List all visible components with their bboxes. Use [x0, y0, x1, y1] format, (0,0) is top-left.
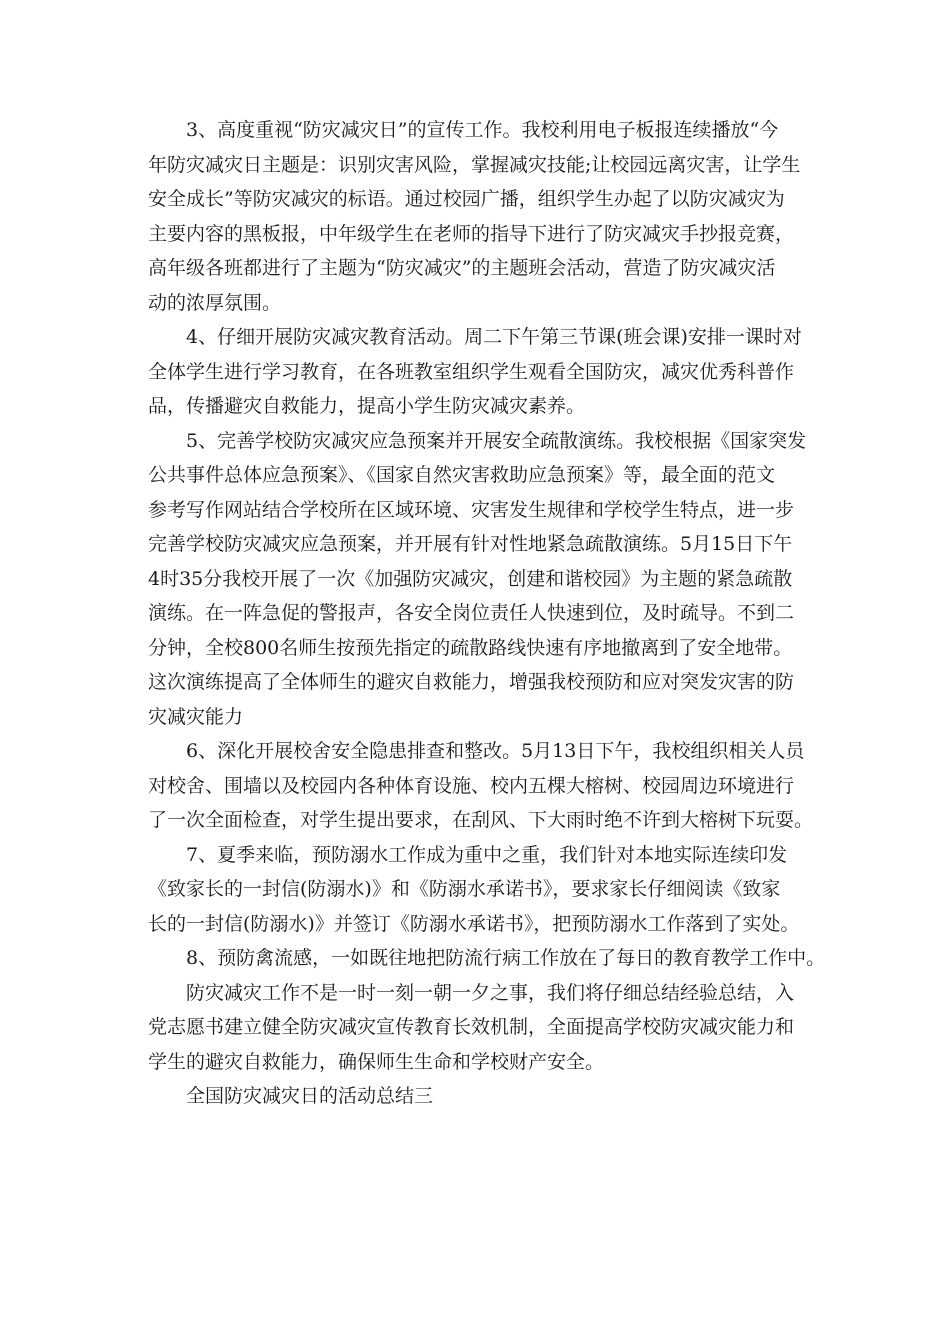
paragraph-line: 了一次全面检查，对学生提出要求，在刮风、下大雨时绝不许到大榕树下玩耍。 — [148, 809, 814, 831]
paragraph-first-line: 全国防灾减灾日的活动总结三 — [186, 1085, 434, 1107]
document-body — [148, 113, 828, 1114]
paragraph-line: 分钟，全校800名师生按预先指定的疏散路线快速有序地撤离到了安全地带。 — [148, 636, 793, 659]
paragraph-line: 完善学校防灾减灾应急预案，并开展有针对性地紧急疏散演练。5月15日下午 — [148, 533, 793, 555]
paragraph-first-line: 5、完善学校防灾减灾应急预案并开展安全疏散演练。我校根据《国家突发 — [186, 429, 807, 452]
paragraph-first-line: 6、深化开展校舍安全隐患排查和整改。5月13日下午，我校组织相关人员 — [186, 740, 805, 762]
paragraph-line: 全体学生进行学习教育，在各班教室组织学生观看全国防灾，减灾优秀科普作 — [148, 360, 795, 383]
paragraph-line: 4时35分我校开展了一次《加强防灾减灾，创建和谐校园》为主题的紧急疏散 — [148, 567, 793, 590]
paragraph-line: 参考写作网站结合学校所在区域环境、灾害发生规律和学校学生特点，进一步 — [148, 498, 795, 521]
paragraph-first-line: 4、仔细开展防灾减灾教育活动。周二下午第三节课(班会课)安排一课时对 — [186, 326, 802, 348]
paragraph-first-line: 3、高度重视“防灾减灾日”的宣传工作。我校利用电子板报连续播放“今 — [186, 119, 779, 141]
paragraph-line: 动的浓厚氛围。 — [148, 291, 282, 314]
paragraph-line: 长的一封信(防溺水)》并签订《防溺水承诺书》，把预防溺水工作落到了实处。 — [148, 912, 800, 935]
paragraph-first-line: 防灾减灾工作不是一时一刻一朝一夕之事，我们将仔细总结经验总结，入 — [186, 981, 795, 1004]
paragraph-first-line: 7、夏季来临，预防溺水工作成为重中之重，我们针对本地实际连续印发 — [186, 843, 788, 866]
paragraph-line: 高年级各班都进行了主题为“防灾减灾”的主题班会活动，营造了防灾减灾活 — [148, 257, 776, 279]
paragraph-line: 年防灾减灾日主题是：识别灾害风险，掌握减灾技能;让校园远离灾害，让学生 — [148, 153, 801, 176]
paragraph-line: 灾减灾能力 — [148, 705, 244, 728]
paragraph-line: 主要内容的黑板报，中年级学生在老师的指导下进行了防灾减灾手抄报竞赛， — [148, 222, 795, 245]
paragraph-first-line: 8、预防禽流感，一如既往地把防流行病工作放在了每日的教育教学工作中。 — [186, 947, 826, 969]
paragraph-line: 学生的避灾自救能力，确保师生生命和学校财产安全。 — [148, 1050, 605, 1073]
paragraph-line: 党志愿书建立健全防灾减灾宣传教育长效机制，全面提高学校防灾减灾能力和 — [148, 1016, 795, 1038]
paragraph-line: 这次演练提高了全体师生的避灾自救能力，增强我校预防和应对突发灾害的防 — [148, 671, 795, 693]
paragraph-line: 对校舍、围墙以及校园内各种体育设施、校内五棵大榕树、校园周边环境进行 — [148, 774, 795, 797]
paragraph-line: 公共事件总体应急预案》、《国家自然灾害救助应急预案》等，最全面的范文 — [148, 464, 776, 486]
paragraph-line: 安全成长”等防灾减灾的标语。通过校园广播，组织学生办起了以防灾减灾为 — [148, 188, 785, 210]
paragraph-line: 品，传播避灾自救能力，提高小学生防灾减灾素养。 — [148, 395, 586, 417]
paragraph-line: 《致家长的一封信(防溺水)》和《防溺水承诺书》，要求家长仔细阅读《致家 — [148, 878, 781, 900]
paragraph-line: 演练。在一阵急促的警报声，各安全岗位责任人快速到位，及时疏导。不到二 — [148, 602, 795, 624]
